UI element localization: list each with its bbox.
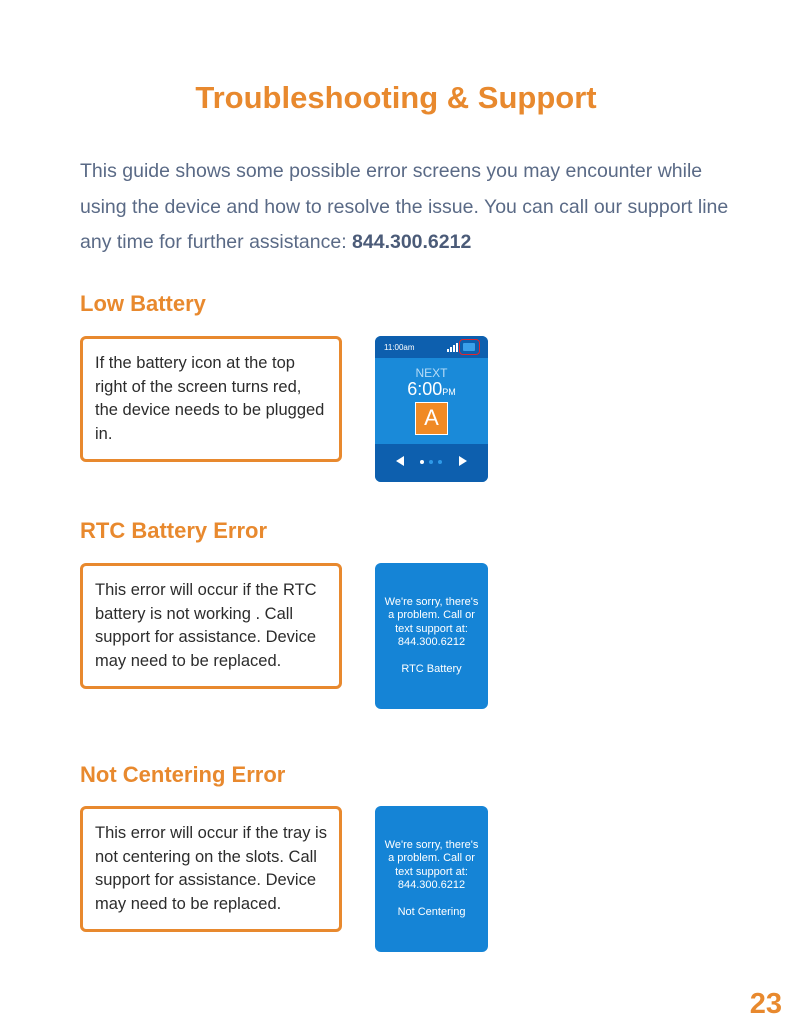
page-number: 23 [749, 988, 782, 1020]
note-box-rtc-battery [80, 563, 342, 689]
note-box-not-centering [80, 806, 342, 932]
note-text: This error will occur if the RTC battery is not working . Call support for assistance. Device may need to be replaced. [95, 581, 317, 670]
note-text: If the battery icon at the top right of the screen turns red, the device needs to be plugged in. [95, 354, 325, 443]
device-screen-not-centering-error [375, 806, 488, 952]
next-dose-label: NEXT [415, 366, 448, 380]
section-heading-rtc-battery-error: RTC Battery Error [80, 518, 268, 543]
intro-paragraph [80, 154, 740, 261]
tray-letter-badge: A [415, 402, 448, 435]
page-title: Troubleshooting & Support [195, 80, 597, 115]
next-dose-time-value: 6:00 [407, 379, 443, 399]
battery-icon [463, 343, 475, 351]
next-dose-ampm: PM [442, 387, 456, 397]
error-message: We're sorry, there's a problem. Call or text support at: 844.300.6212 [384, 838, 479, 892]
section-heading-not-centering-error: Not Centering Error [80, 762, 286, 787]
page-dot-active [420, 460, 424, 464]
status-bar [375, 336, 488, 358]
note-box-low-battery [80, 336, 342, 462]
device-screen-low-battery [375, 336, 488, 482]
page-dot [438, 460, 442, 464]
status-time: 11:00am [384, 343, 415, 352]
error-message: We're sorry, there's a problem. Call or text support at: 844.300.6212 [384, 595, 479, 649]
support-phone: 844.300.6212 [352, 231, 472, 253]
arrow-right-icon [459, 456, 467, 466]
battery-alert-highlight [459, 339, 480, 355]
signal-icon [447, 342, 457, 352]
page-dot [429, 460, 433, 464]
error-code: RTC Battery [401, 662, 462, 675]
error-code: Not Centering [397, 905, 466, 918]
next-dose-time [375, 379, 488, 400]
device-screen-rtc-battery-error [375, 563, 488, 709]
arrow-left-icon [396, 456, 404, 466]
intro-text: This guide shows some possible error screens you may encounter while using the device and how to resolve the issue. You can call our support line any time for further assistance: [80, 160, 729, 253]
section-heading-low-battery: Low Battery [80, 291, 206, 316]
screen-nav-bar [375, 444, 488, 482]
note-text: This error will occur if the tray is not centering on the slots. Call support for assistance. Device may need to be replaced. [95, 824, 327, 913]
